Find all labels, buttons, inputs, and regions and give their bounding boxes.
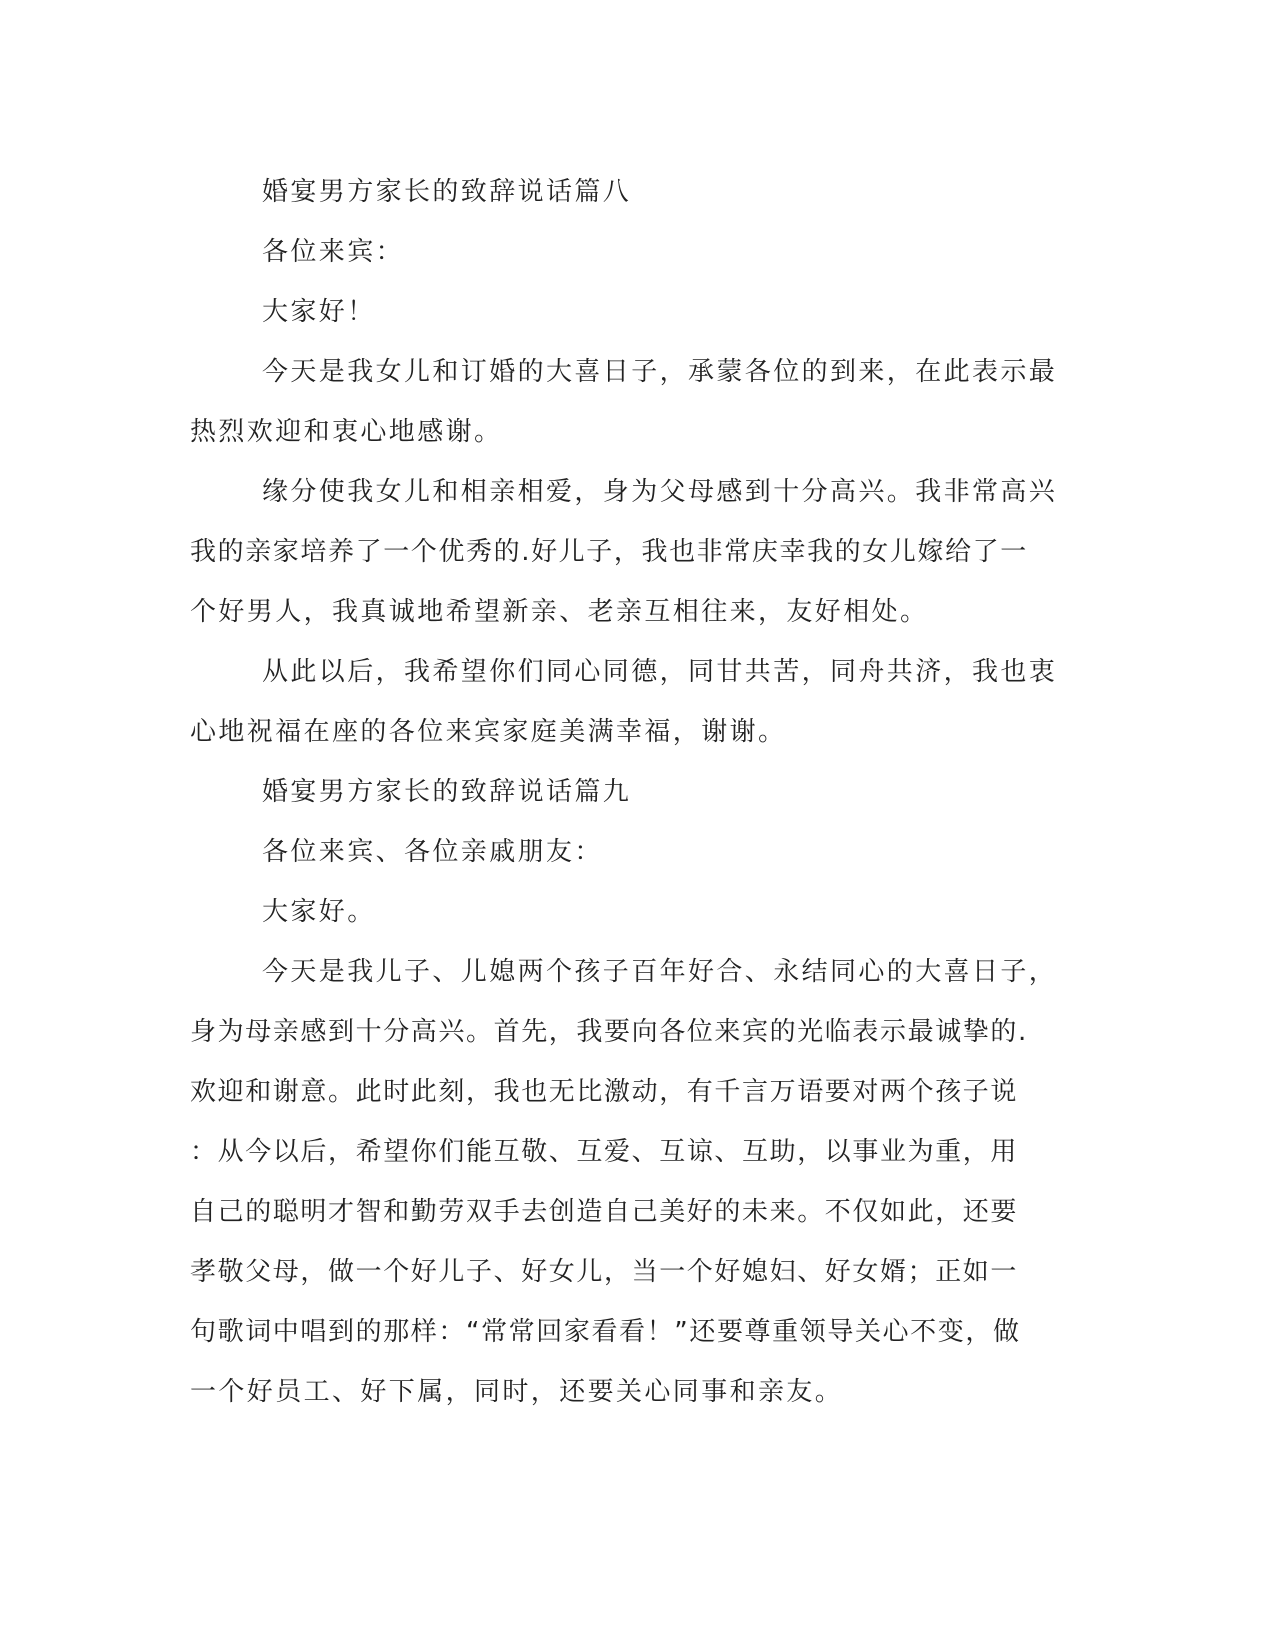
section-heading-8: 婚宴男方家长的致辞说话篇八 <box>262 177 632 207</box>
paragraph-line: 一个好员工、好下属，同时，还要关心同事和亲友。 <box>190 1377 844 1407</box>
paragraph-line: 热烈欢迎和衷心地感谢。 <box>190 417 503 447</box>
salutation-line: 各位来宾： <box>262 237 405 267</box>
paragraph-line: 欢迎和谢意。此时此刻，我也无比激动，有千言万语要对两个孩子说 <box>190 1077 1019 1107</box>
paragraph-line: 我的亲家培养了一个优秀的.好儿子，我也非常庆幸我的女儿嫁给了一 <box>190 537 1028 567</box>
paragraph-line: 今天是我儿子、儿媳两个孩子百年好合、永结同心的大喜日子， <box>262 957 1058 987</box>
paragraph-line: ：从今以后，希望你们能互敬、互爱、互谅、互助，以事业为重，用 <box>190 1137 1019 1167</box>
paragraph-line: 身为母亲感到十分高兴。首先，我要向各位来宾的光临表示最诚挚的. <box>190 1017 1028 1047</box>
document-body <box>190 162 1090 1422</box>
salutation-line: 各位来宾、各位亲戚朋友： <box>262 837 603 867</box>
greeting-line: 大家好！ <box>262 297 376 327</box>
paragraph-line: 心地祝福在座的各位来宾家庭美满幸福，谢谢。 <box>190 717 787 747</box>
paragraph-line: 自己的聪明才智和勤劳双手去创造自己美好的未来。不仅如此，还要 <box>190 1197 1019 1227</box>
greeting-line: 大家好。 <box>262 897 376 927</box>
paragraph-line: 个好男人，我真诚地希望新亲、老亲互相往来，友好相处。 <box>190 597 929 627</box>
paragraph-line: 今天是我女儿和订婚的大喜日子，承蒙各位的到来，在此表示最 <box>262 357 1058 387</box>
paragraph-line: 从此以后，我希望你们同心同德，同甘共苦，同舟共济，我也衷 <box>262 657 1058 687</box>
section-heading-9: 婚宴男方家长的致辞说话篇九 <box>262 777 632 807</box>
paragraph-line: 句歌词中唱到的那样：“常常回家看看！”还要尊重领导关心不变，做 <box>190 1317 1021 1347</box>
paragraph-line: 孝敬父母，做一个好儿子、好女儿，当一个好媳妇、好女婿；正如一 <box>190 1257 1019 1287</box>
paragraph-line: 缘分使我女儿和相亲相爱，身为父母感到十分高兴。我非常高兴 <box>262 477 1058 507</box>
